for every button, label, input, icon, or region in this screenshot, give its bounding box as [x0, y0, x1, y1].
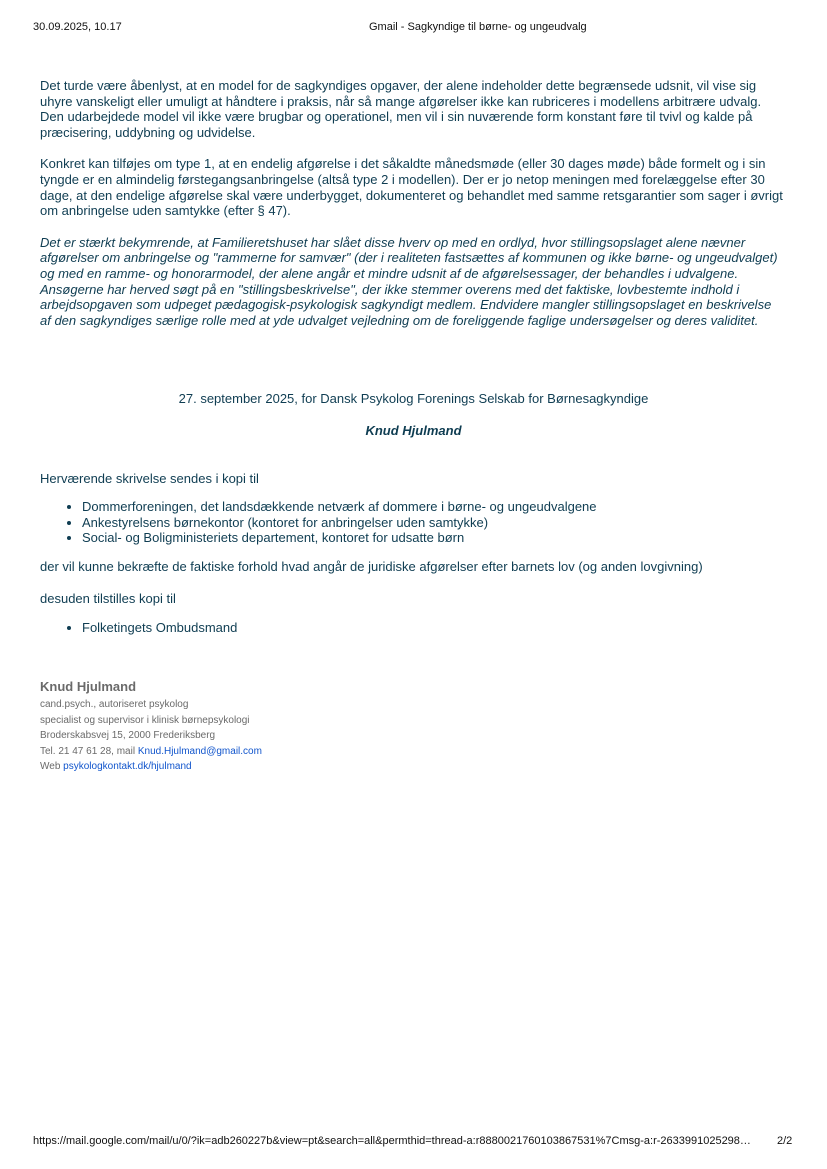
- list-item: • Dommerforeningen, det landsdækkende netværk af dommere i børne- og ungeudvalgene: [82, 499, 597, 515]
- signature-name: Knud Hjulmand: [40, 679, 137, 694]
- phone-text: Tel. 21 47 61 28, mail: [40, 745, 138, 757]
- signature-name-centered: Knud Hjulmand: [365, 423, 462, 438]
- date-line: 27. september 2025, for Dansk Psykolog Forenings Selskab for Børnesagkyndige: [178, 391, 649, 406]
- also-copy-line: desuden tilstilles kopi til: [40, 591, 176, 606]
- web-prefix: Web: [40, 761, 64, 772]
- signature-title-2: specialist og supervisor i klinisk børnepsykologi: [40, 714, 250, 726]
- confirm-line: der vil kunne bekræfte de faktiske forhold hvad angår de juridiske afgørelser efter barnets lov (og anden lovgivning): [40, 559, 703, 574]
- paragraph-3: Det er stærkt bekymrende, at Familieretshuset har slået disse hverv op med en ordlyd, hvor stillingsopslaget alene nævner afgørelser om anbringelse og "rammerne for samvær" (der i realiteten fastsættes af kommunen og ikke børne- og ungeudvalget) og med en ramme- og honorarmodel, der alene angår et mindre udsnit af de afgørelsessager, der behandles i udvalgene. Ansøgerne har herved søgt på en "stillingsbeskrivelse", der ikke stemmer overens med det faktiske, lovbestemte indhold i arbejdsopgaven som udpeget pædagogisk-psykologisk sagkyndigt medlem. Endvidere mangler stillingsopslaget en beskrivelse af den sagkyndiges særlige rolle med at yde udvalget vejledning om de foreliggende faglige undersøgelser og deres validitet.: [40, 234, 778, 329]
- signature-web: [40, 759, 262, 775]
- signature-contact: [40, 744, 262, 760]
- paragraph-1: Det turde være åbenlyst, at en model for de sagkyndiges opgaver, der alene indeholder dette begrænsede udsnit, vil vise sig uhyre vanskeligt eller umuligt at håndtere i praksis, når så mange afgørelser ikke kan rubriceres i modellens arbitrære udvalg. Den udarbejdede model vil ikke være brugbar og operationel, men vil i sin nuværende form konstant føre til tvivl og kalde på præcisering, uddybning og udvidelse.: [40, 78, 762, 141]
- copy-intro: Herværende skrivelse sendes i kopi til: [40, 471, 259, 486]
- email-body: [40, 78, 785, 344]
- copy-recipient-list: [40, 499, 597, 546]
- list-item: • Ankestyrelsens børnekontor (kontoret for anbringelser uden samtykke): [82, 515, 597, 531]
- email-link[interactable]: Knud.Hjulmand@gmail.com: [137, 745, 262, 757]
- also-recipient-list: [40, 620, 237, 636]
- page-number: 2/2: [777, 1135, 793, 1147]
- paragraph-2: Konkret kan tilføjes om type 1, at en endelig afgørelse i det såkaldte månedsmøde (eller 30 dages møde) både formelt og i sin tyngde er en almindelig førstegangsanbringelse (altså type 2 i modellen). Der er jo netop meningen med forelæggelse efter 30 dage, at den endelige afgørelse skal være underbygget, dokumenteret og behandlet med samme retsgarantier som sager i øvrigt om anbringelse uden samtykke (efter § 47).: [40, 156, 783, 219]
- list-item: • Folketingets Ombudsmand: [82, 620, 237, 636]
- list-item: • Social- og Boligministeriets departement, kontoret for udsatte børn: [82, 530, 597, 546]
- email-signature: [40, 679, 262, 775]
- print-datetime: 30.09.2025, 10.17: [33, 21, 122, 33]
- signature-title-1: cand.psych., autoriseret psykolog: [40, 699, 189, 710]
- print-url: https://mail.google.com/mail/u/0/?ik=adb260227b&view=pt&search=all&permthid=thread-a:r8880021760103867531%7Cmsg-a:r-2633991025298…: [33, 1135, 751, 1147]
- print-page-title: Gmail - Sagkyndige til børne- og ungeudvalg: [369, 21, 587, 33]
- signature-address: Broderskabsvej 15, 2000 Frederiksberg: [40, 730, 216, 741]
- website-link[interactable]: psykologkontakt.dk/hjulmand: [63, 761, 192, 772]
